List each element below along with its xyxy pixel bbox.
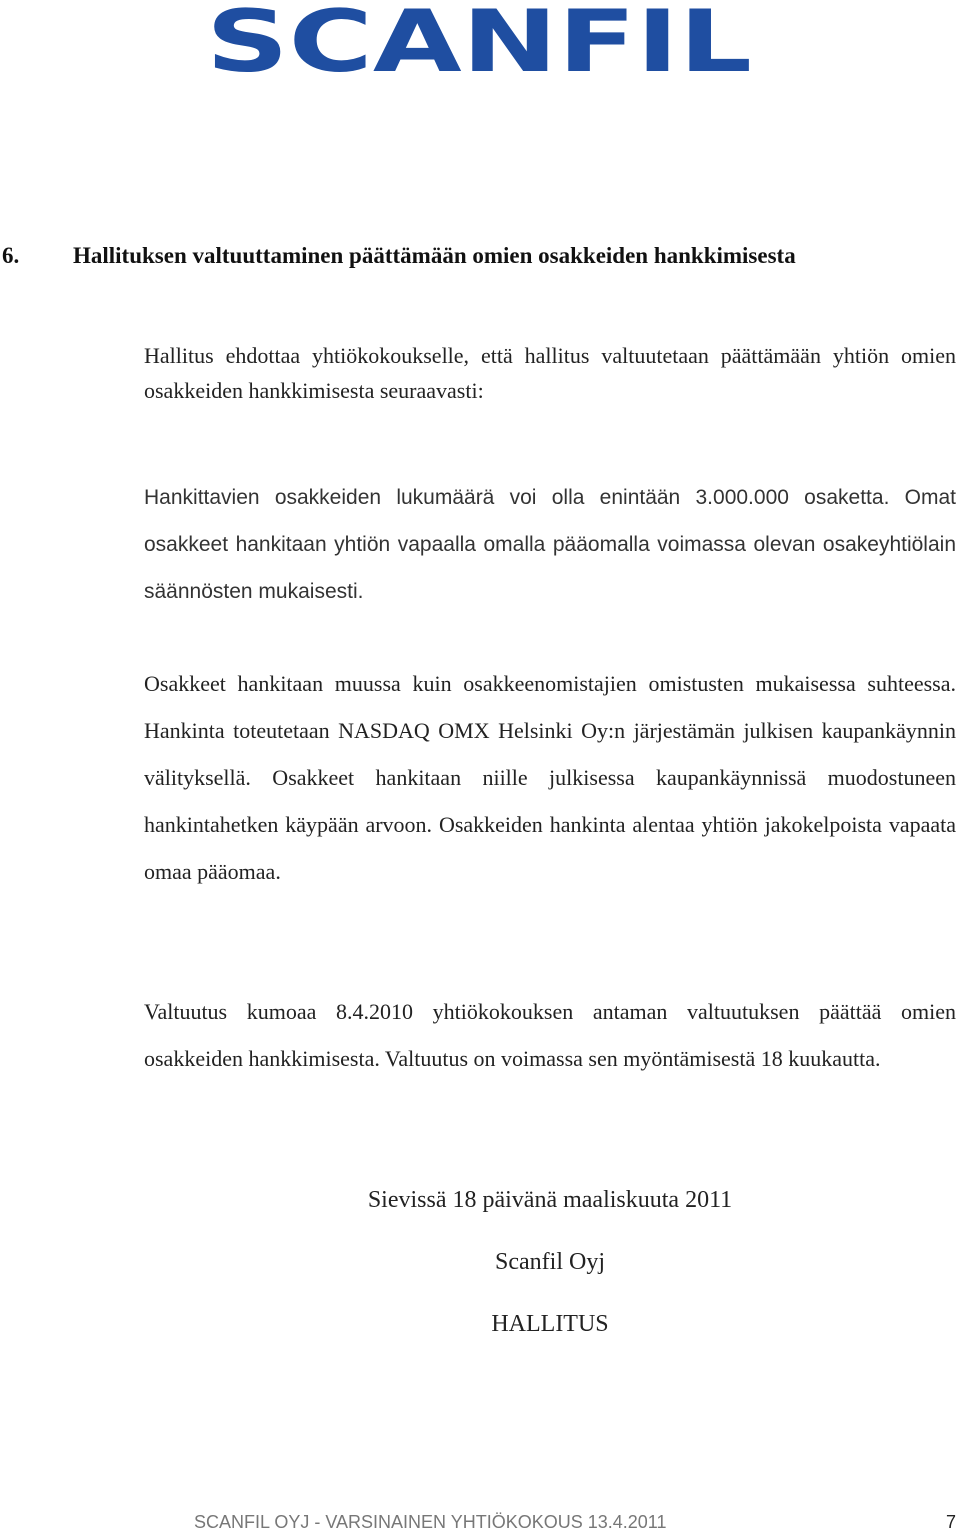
scanfil-logo — [204, 4, 754, 76]
scanfil-logo-graphic — [204, 4, 754, 76]
scanfil-logo-wordmark: SCANFIL — [206, 4, 752, 76]
paragraph-amount: Hankittavien osakkeiden lukumäärä voi olla enintään 3.000.000 osaketta. Omat osakkeet hankitaan yhtiön vapaalla omalla pääomalla voimassa olevan osakeyhtiölain säännösten mukaisesti. — [144, 486, 956, 603]
signature-company: Scanfil Oyj — [495, 1249, 605, 1275]
section-number: 6. — [2, 243, 20, 268]
paragraph-method: Osakkeet hankitaan muussa kuin osakkeenomistajien omistusten mukaisessa suhteessa. Hankinta toteutetaan NASDAQ OMX Helsinki Oy:n järjestämän julkisen kaupankäynnin välityksellä. Osakkeet hankitaan niille julkisessa kaupankäynnissä muodostuneen hankintahetken käypään arvoon. Osakkeiden hankinta alentaa yhtiön jakokelpoista vapaata omaa pääomaa. — [144, 671, 956, 884]
signature-place-date: Sievissä 18 päivänä maaliskuuta 2011 — [367, 1187, 733, 1213]
paragraph-validity: Valtuutus kumoaa 8.4.2010 yhtiökokouksen antaman valtuutuksen päättää omien osakkeiden hankkimisesta. Valtuutus on voimassa sen myöntämisestä 18 kuukautta. — [144, 999, 956, 1071]
paragraph-intro: Hallitus ehdottaa yhtiökokoukselle, että hallitus valtuutetaan päättämään yhtiön omien osakkeiden hankkimisesta seuraavasti: — [144, 343, 956, 403]
page-footer — [194, 1512, 960, 1532]
section-title: Hallituksen valtuuttaminen päättämään omien osakkeiden hankkimisesta — [73, 243, 796, 268]
page-number: 7 — [945, 1512, 956, 1532]
signature-board: HALLITUS — [491, 1311, 609, 1337]
footer-text: SCANFIL OYJ - VARSINAINEN YHTIÖKOKOUS 13.4.2011 — [194, 1512, 667, 1532]
